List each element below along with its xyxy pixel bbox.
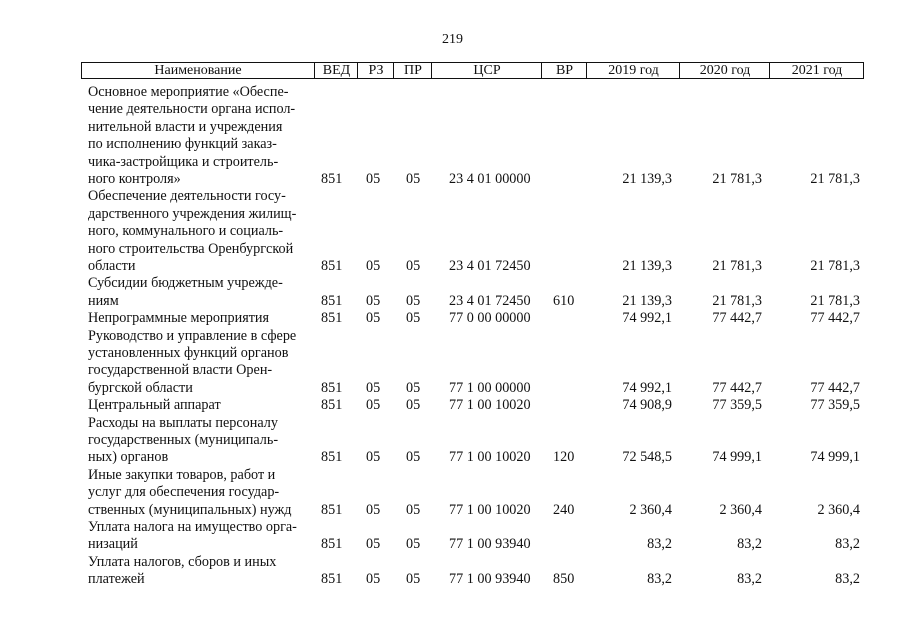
row-ved: 851 [321,310,343,327]
row-pr: 05 [406,397,421,414]
row-year-2021: 77 359,5 [810,397,860,414]
row-year-2020: 74 999,1 [712,449,762,466]
row-year-2021: 21 781,3 [810,292,860,309]
row-ved: 851 [321,449,343,466]
row-name-line: области [88,258,136,275]
row-pr: 05 [406,292,421,309]
row-pr: 05 [406,379,421,396]
row-year-2019: 2 360,4 [629,501,672,518]
table-row [0,275,905,310]
row-name-line: Непрограммные мероприятия [88,310,270,327]
table-row [0,188,905,275]
row-name-line: Центральный аппарат [88,397,221,414]
row-rz: 05 [366,571,381,588]
header-2020: 2020 год [679,63,770,78]
row-name [88,554,276,589]
row-name-line: Основное мероприятие «Обеспе- [88,84,289,100]
row-ved: 851 [321,171,343,187]
row-pr: 05 [406,171,421,187]
row-name-line: бургской области [88,379,193,396]
row-name-line: ственных (муниципальных) нужд [88,501,292,518]
row-name [88,415,278,467]
row-ved: 851 [321,292,343,309]
header-ved: ВЕД [314,63,358,78]
header-name: Наименование [154,63,242,78]
row-vr: 850 [553,571,575,588]
row-rz: 05 [366,501,381,518]
row-name-line: Уплата налога на имущество орга- [88,519,297,535]
row-pr: 05 [406,571,421,588]
row-name [88,84,295,188]
table-row [0,554,905,589]
row-name-line: чика-застройщика и строитель- [88,153,279,170]
row-rz: 05 [366,536,381,553]
row-csr: 77 0 00 00000 [449,310,531,327]
row-csr: 77 1 00 00000 [449,379,531,396]
row-year-2019: 21 139,3 [622,257,672,274]
row-csr: 77 1 00 10020 [449,397,531,414]
row-year-2020: 21 781,3 [712,257,762,274]
row-name-line: платежей [88,571,145,588]
row-year-2020: 21 781,3 [712,292,762,309]
row-ved: 851 [321,571,343,588]
row-year-2019: 21 139,3 [622,171,672,187]
table-row [0,467,905,519]
row-year-2019: 72 548,5 [622,449,672,466]
row-rz: 05 [366,292,381,309]
row-year-2020: 77 442,7 [712,310,762,327]
row-name [88,310,269,327]
row-ved: 851 [321,257,343,274]
row-year-2021: 21 781,3 [810,257,860,274]
row-name-line: ного строительства Оренбургской [88,240,294,257]
row-name-line: ных) органов [88,449,169,466]
row-csr: 77 1 00 10020 [449,449,531,466]
row-year-2019: 83,2 [647,536,672,553]
row-name-line: Уплата налогов, сборов и иных [88,553,277,570]
row-ved: 851 [321,501,343,518]
row-name-line: Обеспечение деятельности госу- [88,188,286,205]
row-year-2019: 74 992,1 [622,379,672,396]
row-year-2019: 83,2 [647,571,672,588]
row-year-2021: 2 360,4 [817,501,860,518]
header-pr: ПР [393,63,432,78]
row-rz: 05 [366,257,381,274]
row-name-line: низаций [88,536,138,553]
row-name-line: ниям [88,292,119,309]
row-ved: 851 [321,397,343,414]
row-name-line: дарственного учреждения жилищ- [88,205,297,222]
row-name-line: услуг для обеспечения государ- [88,484,280,501]
row-year-2019: 21 139,3 [622,292,672,309]
table-row [0,310,905,327]
row-year-2019: 74 992,1 [622,310,672,327]
header-csr: ЦСР [431,63,542,78]
row-year-2019: 74 908,9 [622,397,672,414]
row-name-line: Руководство и управление в сфере [88,327,297,344]
header-vr: ВР [541,63,587,78]
header-2021: 2021 год [769,63,864,78]
row-csr: 23 4 01 00000 [449,171,531,187]
row-year-2020: 21 781,3 [712,171,762,187]
table-row [0,328,905,398]
row-name [88,188,296,275]
row-rz: 05 [366,397,381,414]
row-name-line: государственной власти Орен- [88,362,273,379]
row-csr: 77 1 00 10020 [449,501,531,518]
header-2019: 2019 год [586,63,680,78]
row-name-line: Иные закупки товаров, работ и [88,466,276,483]
table-row [0,397,905,414]
row-vr: 120 [553,449,575,466]
row-rz: 05 [366,449,381,466]
row-year-2020: 2 360,4 [719,501,762,518]
table-row [0,519,905,554]
row-name [88,275,283,310]
row-vr: 240 [553,501,575,518]
row-pr: 05 [406,449,421,466]
row-ved: 851 [321,379,343,396]
row-csr: 23 4 01 72450 [449,292,531,309]
row-name-line: чение деятельности органа испол- [88,101,296,118]
row-name-line: Субсидии бюджетным учрежде- [88,275,283,292]
table-row [0,84,905,188]
row-year-2021: 83,2 [835,536,860,553]
row-rz: 05 [366,171,381,187]
table-row [0,415,905,467]
row-name [88,519,297,554]
table-header [81,62,864,79]
row-year-2020: 83,2 [737,571,762,588]
row-rz: 05 [366,379,381,396]
row-year-2020: 83,2 [737,536,762,553]
row-name [88,467,292,519]
row-year-2020: 77 359,5 [712,397,762,414]
row-name-line: ного, коммунального и социаль- [88,223,284,240]
row-year-2021: 83,2 [835,571,860,588]
page-number: 219 [442,32,463,47]
row-year-2021: 77 442,7 [810,379,860,396]
row-name-line: ного контроля» [88,171,181,188]
row-name [88,397,221,414]
row-name-line: по исполнению функций заказ- [88,136,277,153]
row-rz: 05 [366,310,381,327]
row-year-2021: 74 999,1 [810,449,860,466]
row-year-2021: 77 442,7 [810,310,860,327]
row-year-2020: 77 442,7 [712,379,762,396]
row-name-line: Расходы на выплаты персоналу [88,414,278,431]
row-year-2021: 21 781,3 [810,171,860,187]
row-csr: 77 1 00 93940 [449,536,531,553]
row-csr: 77 1 00 93940 [449,571,531,588]
row-name [88,328,296,398]
row-pr: 05 [406,501,421,518]
row-ved: 851 [321,536,343,553]
row-name-line: установленных функций органов [88,345,289,361]
row-vr: 610 [553,292,575,309]
row-name-line: нительной власти и учреждения [88,118,283,135]
row-pr: 05 [406,257,421,274]
row-pr: 05 [406,536,421,553]
row-pr: 05 [406,310,421,327]
header-rz: РЗ [357,63,394,78]
row-csr: 23 4 01 72450 [449,257,531,274]
row-name-line: государственных (муниципаль- [88,432,279,448]
